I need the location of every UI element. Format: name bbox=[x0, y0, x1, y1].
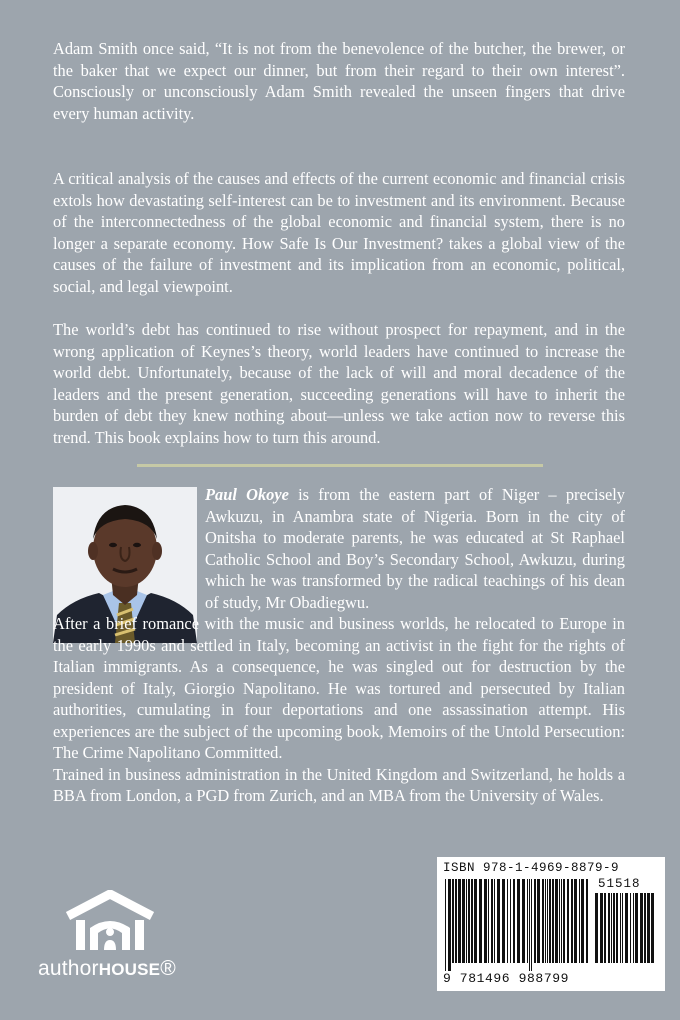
barcode-bar bbox=[549, 879, 551, 963]
barcode-bar bbox=[479, 879, 482, 963]
ean-barcode-bars bbox=[445, 879, 591, 971]
barcode-bar bbox=[574, 879, 577, 963]
registered-mark: ® bbox=[160, 957, 176, 980]
barcode-bar bbox=[547, 879, 548, 963]
barcode-bar bbox=[531, 879, 532, 971]
barcode-bar bbox=[559, 879, 560, 963]
publisher-name-part2: HOUSE bbox=[98, 960, 161, 979]
barcode-bar bbox=[651, 893, 654, 963]
barcode-bar bbox=[471, 879, 473, 963]
barcode-bar bbox=[613, 893, 615, 963]
addon-digits: 51518 bbox=[598, 877, 641, 891]
barcode-bar bbox=[586, 879, 588, 963]
barcode-bar bbox=[600, 893, 603, 963]
barcode-bar bbox=[484, 879, 487, 963]
blurb-paragraph-1: Adam Smith once said, “It is not from the benevolence of the butcher, the brewer, or the baker that we expect our dinner, but from their regard to their own interest”. Consciously or unconsciously Adam Smith revealed the unseen fingers that drive every human activity. bbox=[53, 39, 625, 123]
barcode-bar bbox=[468, 879, 470, 963]
barcode-bar bbox=[494, 879, 495, 963]
barcode-bar bbox=[510, 879, 511, 963]
author-bio-intro-text: is from the eastern part of Niger – precisely Awkuzu, in Anambra state of Nigeria. Born in the city of Onitsha to moderate parents, he was educated at St Raphael Catholic School and Boy’s Secondary School, Awkuzu, during which he was transformed by the radical teachings of his dean of study, Mr Obadiegwu. bbox=[205, 485, 625, 612]
barcode-bar bbox=[644, 893, 646, 963]
barcode-bar bbox=[633, 893, 634, 963]
publisher-logo bbox=[38, 890, 188, 990]
barcode-bar bbox=[647, 893, 650, 963]
addon-barcode-bars bbox=[595, 893, 657, 971]
barcode-bar bbox=[608, 893, 610, 963]
barcode-bar bbox=[563, 879, 565, 963]
author-bio-intro bbox=[53, 484, 625, 613]
barcode-bar bbox=[522, 879, 525, 963]
barcode-bar bbox=[466, 879, 467, 963]
barcode-bar bbox=[542, 879, 544, 963]
author-bio bbox=[53, 484, 625, 807]
barcode-bar bbox=[552, 879, 554, 963]
isbn-barcode bbox=[437, 857, 665, 991]
barcode-bar bbox=[455, 879, 457, 963]
blurb-paragraph-2: A critical analysis of the causes and effects of the current economic and financial crisis extols how devastating self-interest can be to investment and its environment. Because of the interconnectedness of the global economic and financial system, there is no longer a separate economy. How Safe Is Our Investment? takes a global view of the causes of the failure of investment and its implication from an economic, political, social, and legal viewpoint. bbox=[53, 169, 625, 296]
barcode-bar bbox=[571, 879, 573, 963]
barcode-bar bbox=[497, 879, 500, 963]
publisher-name-part1: author bbox=[38, 957, 99, 980]
barcode-bar bbox=[513, 879, 515, 963]
barcode-bar bbox=[445, 879, 446, 971]
barcode-bar bbox=[458, 879, 461, 963]
barcode-bar bbox=[611, 893, 612, 963]
barcode-bar bbox=[616, 893, 618, 963]
barcode-bar bbox=[595, 893, 598, 963]
barcode-bar bbox=[581, 879, 584, 963]
barcode-bar bbox=[620, 893, 621, 963]
barcode-bar bbox=[529, 879, 530, 971]
author-bio-paragraph-2: After a brief romance with the music and business worlds, he relocated to Europe in the early 1990s and settled in Italy, becoming an activist in the fight for the rights of Italian immigrants. As a consequence, he was singled out for destruction by the president of Italy, Giorgio Napolitano. He was tortured and persecuted by Italian authorities, cumulating in four deportations and one assassination attempt. His experiences are the subject of the upcoming book, Memoirs of the Untold Persecution: The Crime Napolitano Committed. bbox=[53, 614, 625, 762]
isbn-label: ISBN 978-1-4969-8879-9 bbox=[443, 861, 620, 875]
barcode-bar bbox=[491, 879, 493, 963]
barcode-bar bbox=[622, 893, 623, 963]
barcode-bar bbox=[579, 879, 580, 963]
blurb-paragraph-3: The world’s debt has continued to rise without prospect for repayment, and in the wrong application of Keynes’s theory, world leaders have continued to increase the world debt. Unfortunately, because of the lack of will and moral decadence of the leaders and the present generation, succeeding generations will have to inherit the burden of debt they knew nothing about—unless we take action now to reverse this trend. This book explains how to turn this around. bbox=[53, 320, 625, 447]
barcode-bar bbox=[474, 879, 477, 963]
barcode-bar bbox=[545, 879, 546, 963]
barcode-bar bbox=[502, 879, 505, 963]
barcode-bar bbox=[448, 879, 451, 971]
barcode-bar bbox=[567, 879, 569, 963]
barcode-bar bbox=[561, 879, 562, 963]
barcode-bar bbox=[625, 893, 628, 963]
barcode-bar bbox=[527, 879, 528, 963]
author-bio-paragraph-3: Trained in business administration in the United Kingdom and Switzerland, he holds a BBA from London, a PGD from Zurich, and an MBA from the University of Wales. bbox=[53, 764, 625, 805]
ean-digits: 9 781496 988799 bbox=[443, 971, 570, 986]
barcode-bar bbox=[488, 879, 489, 963]
publisher-wordmark bbox=[38, 957, 198, 981]
section-divider bbox=[137, 464, 543, 467]
barcode-bar bbox=[537, 879, 540, 963]
barcode-bar bbox=[640, 893, 643, 963]
barcode-bar bbox=[635, 893, 638, 963]
barcode-bar bbox=[462, 879, 465, 963]
barcode-bar bbox=[604, 893, 606, 963]
barcode-bar bbox=[630, 893, 631, 963]
author-name: Paul Okoye bbox=[205, 485, 289, 504]
barcode-bar bbox=[534, 879, 536, 963]
barcode-bar bbox=[555, 879, 558, 963]
barcode-bar bbox=[517, 879, 520, 963]
house-icon bbox=[38, 890, 188, 956]
barcode-bar bbox=[452, 879, 454, 963]
barcode-bar bbox=[507, 879, 508, 963]
